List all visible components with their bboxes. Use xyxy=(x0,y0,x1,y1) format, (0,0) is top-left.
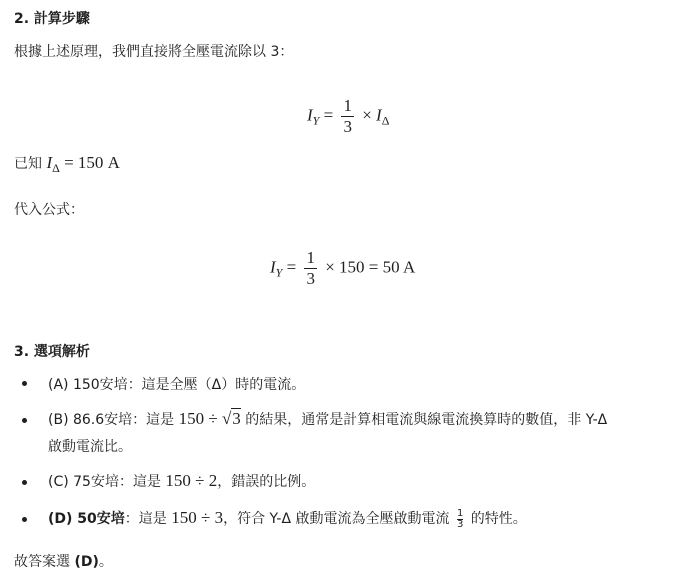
section-heading: 3. 選項解析 xyxy=(14,344,90,360)
list-item: (C) 75安培：這是 150 ÷ 2，錯誤的比例。 xyxy=(48,471,316,490)
conclusion: 故答案選 (D)。 xyxy=(14,554,113,570)
formula-iy: $I_Y$ = $\frac{1}{3}$ × $I_\Delta$ xyxy=(307,96,390,136)
list-item: (D) 50安培：這是 150 ÷ 3，符合 Y-Δ 啟動電流為全壓啟動電流 $\frac{1}{3}$ 的特性。 xyxy=(48,507,527,530)
bullet-icon xyxy=(22,381,27,386)
list-item: (A) 150安培：這是全壓（Δ）時的電流。 xyxy=(48,377,306,393)
intro-text: 根據上述原理，我們直接將全壓電流除以 3： xyxy=(14,44,294,60)
known-value: 已知 $I_\Delta = 150$ A xyxy=(14,153,120,175)
bullet-icon xyxy=(22,517,27,522)
list-item: (B) 86.6安培：這是 150 ÷ √3 的結果，通常是計算相電流與線電流換算時的數值，非 Y-Δ xyxy=(48,409,608,428)
bullet-icon xyxy=(22,418,27,423)
substitute-text: 代入公式： xyxy=(14,202,84,218)
bullet-icon xyxy=(22,480,27,485)
section-heading: 2. 計算步驟 xyxy=(14,11,90,27)
list-item-continued: 啟動電流比。 xyxy=(48,439,132,455)
formula-result: $I_Y$ = $\frac{1}{3}$ × 150 = 50 A xyxy=(270,248,416,288)
